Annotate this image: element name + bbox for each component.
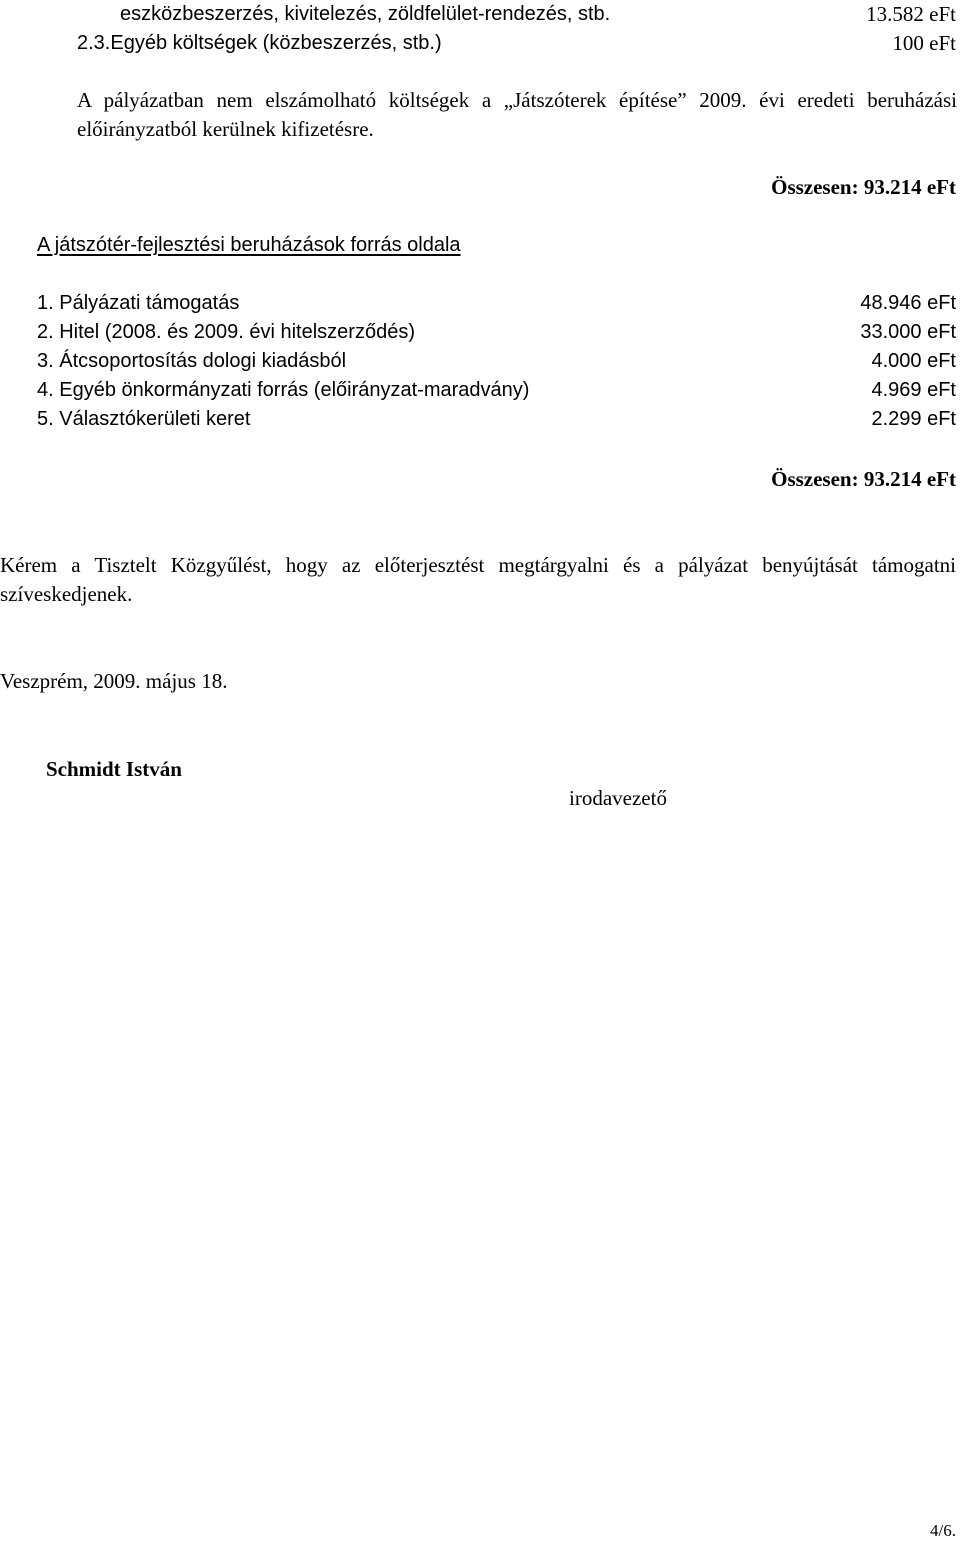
- source-label: 4. Egyéb önkormányzati forrás (előirányzat-maradvány): [37, 379, 530, 401]
- total-costs: Összesen: 93.214 eFt: [771, 175, 956, 199]
- source-amount: 33.000 eFt: [860, 321, 956, 343]
- source-amount: 4.000 eFt: [871, 350, 956, 372]
- place-date: Veszprém, 2009. május 18.: [0, 669, 228, 693]
- non-eligible-costs-note: A pályázatban nem elszámolható költségek a „Játszóterek építése” 2009. évi eredeti beruházási előirányzatból kerülnek kifizetésre.: [77, 88, 957, 141]
- cost-line-label: eszközbeszerzés, kivitelezés, zöldfelület-rendezés, stb.: [120, 3, 611, 25]
- source-amount: 48.946 eFt: [860, 292, 956, 314]
- source-label: 1. Pályázati támogatás: [37, 292, 240, 314]
- total-sources: Összesen: 93.214 eFt: [771, 467, 956, 491]
- signer-title: irodavezető: [569, 786, 667, 810]
- list-item: [37, 379, 956, 403]
- list-item: [37, 350, 956, 374]
- cost-line-label: 2.3.Egyéb költségek (közbeszerzés, stb.): [77, 32, 442, 54]
- sources-heading: A játszótér-fejlesztési beruházások forrás oldala: [37, 234, 461, 256]
- list-item: [37, 321, 956, 345]
- source-label: 5. Választókerületi keret: [37, 408, 251, 430]
- request-paragraph: Kérem a Tisztelt Közgyűlést, hogy az előterjesztést megtárgyalni és a pályázat benyújtását támogatni szíveskedjenek.: [0, 553, 956, 606]
- source-amount: 4.969 eFt: [871, 379, 956, 401]
- cost-line-amount: 100 eFt: [892, 31, 956, 55]
- list-item: [37, 292, 956, 316]
- list-item: [37, 408, 956, 432]
- page-number: 4/6.: [930, 1521, 956, 1540]
- source-amount: 2.299 eFt: [871, 408, 956, 430]
- source-label: 3. Átcsoportosítás dologi kiadásból: [37, 350, 347, 372]
- signer-name: Schmidt István: [46, 757, 182, 781]
- cost-line-amount: 13.582 eFt: [866, 2, 956, 26]
- source-label: 2. Hitel (2008. és 2009. évi hitelszerződés): [37, 321, 415, 343]
